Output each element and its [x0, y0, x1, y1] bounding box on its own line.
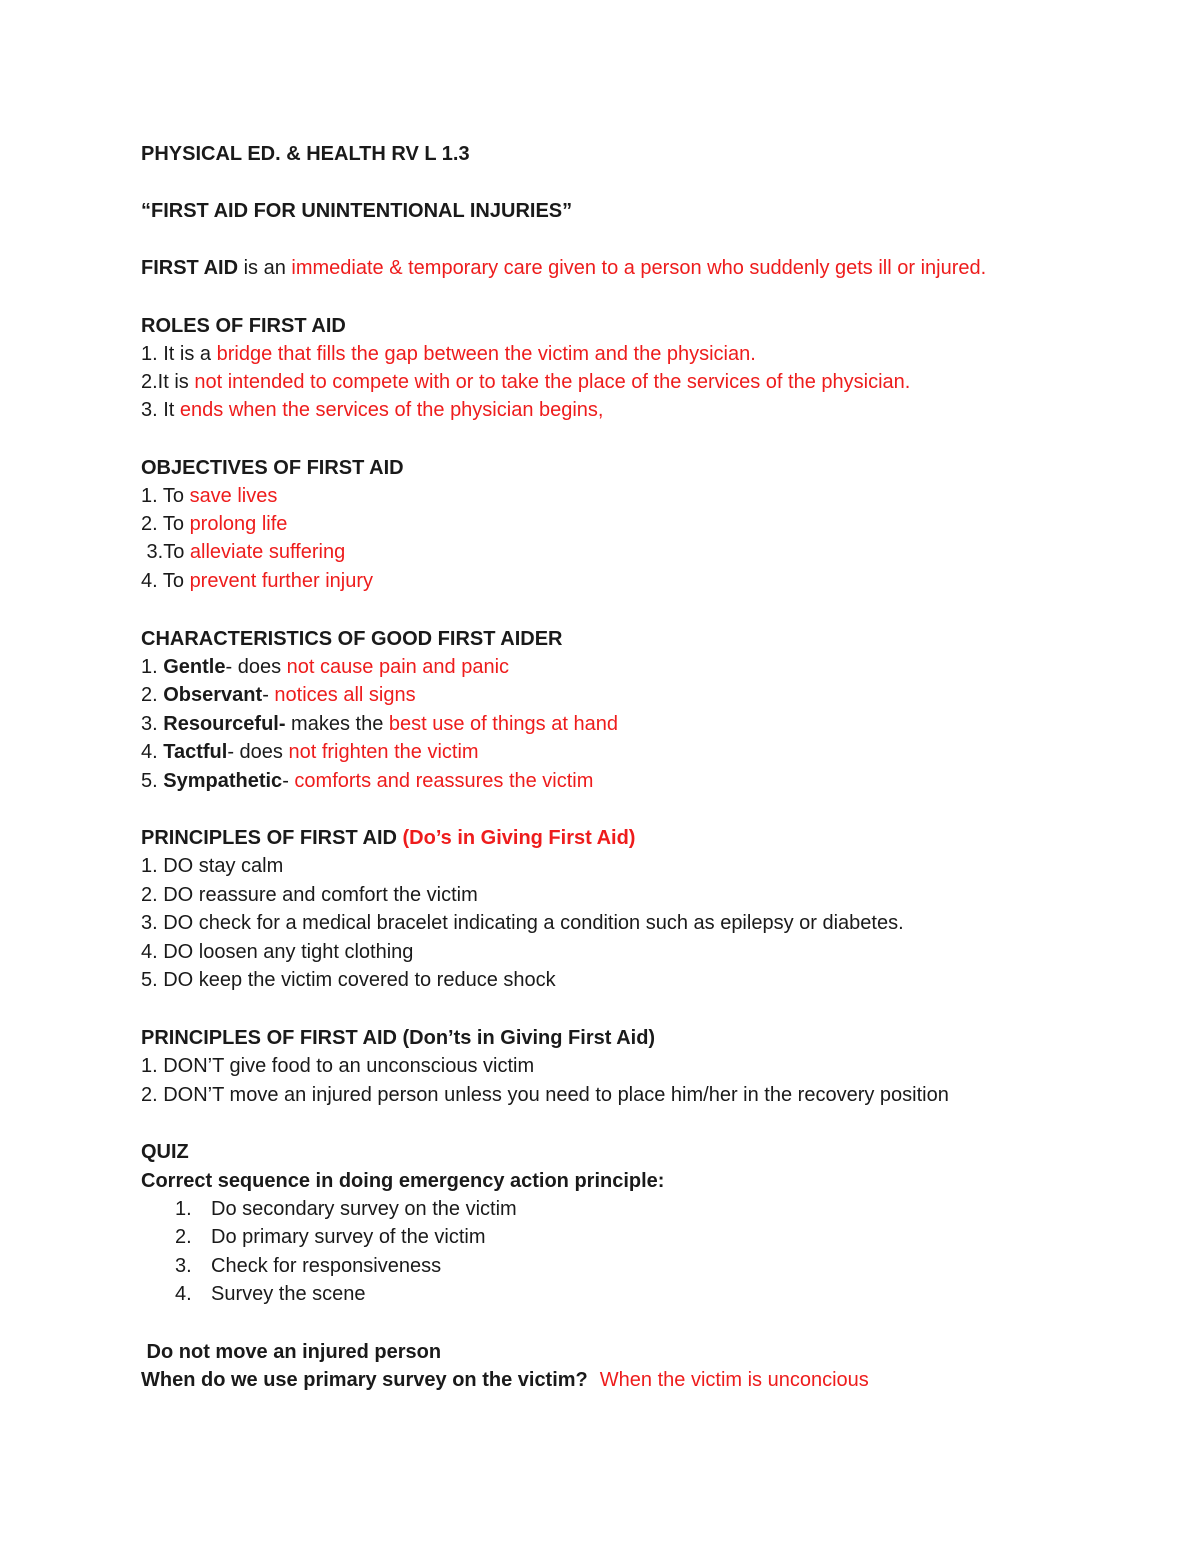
heading-highlight: (Do’s in Giving First Aid) — [402, 827, 636, 849]
item-prefix: 2.It is — [141, 371, 195, 393]
item-number: 1. — [175, 1198, 192, 1220]
item-term: Resourceful- — [163, 713, 286, 735]
definition-connector: is an — [238, 257, 292, 279]
item-number: 5. — [141, 770, 164, 792]
item-highlight: bridge that fills the gap between the victim and the physician. — [216, 343, 756, 365]
quiz-item — [175, 1196, 517, 1222]
characteristics-item — [141, 739, 479, 765]
donts-heading: PRINCIPLES OF FIRST AID (Don’ts in Giving First Aid) — [141, 1027, 656, 1049]
characteristics-heading: CHARACTERISTICS OF GOOD FIRST AIDER — [141, 628, 563, 650]
item-number: 3. — [141, 713, 164, 735]
item-number: 2. — [141, 684, 164, 706]
characteristics-item — [141, 768, 593, 794]
quiz-item — [175, 1281, 366, 1307]
question-text: When do we use primary survey on the victim? — [141, 1369, 588, 1391]
item-number: 1. — [141, 656, 164, 678]
item-highlight: notices all signs — [274, 684, 416, 706]
dos-item: 3. DO check for a medical bracelet indicating a condition such as epilepsy or diabetes. — [141, 912, 904, 934]
item-prefix: 2. To — [141, 513, 190, 535]
donts-item: 2. DON’T move an injured person unless you need to place him/her in the recovery position — [141, 1084, 949, 1106]
dos-item: 5. DO keep the victim covered to reduce shock — [141, 969, 556, 991]
quiz-item — [175, 1224, 486, 1250]
characteristics-item — [141, 654, 509, 680]
quiz-question: Correct sequence in doing emergency action principle: — [141, 1170, 665, 1192]
item-highlight: comforts and reassures the victim — [294, 770, 594, 792]
definition-meaning: immediate & temporary care given to a person who suddenly gets ill or injured. — [291, 257, 987, 279]
item-mid: - — [262, 684, 275, 706]
quiz-item — [175, 1253, 441, 1279]
roles-heading: ROLES OF FIRST AID — [141, 315, 346, 337]
heading-text: PRINCIPLES OF FIRST AID — [141, 827, 403, 849]
item-text: Check for responsiveness — [211, 1255, 442, 1277]
item-text: Do primary survey of the victim — [211, 1226, 486, 1248]
item-prefix: 1. It is a — [141, 343, 217, 365]
objectives-item — [141, 511, 287, 537]
dos-heading — [141, 825, 635, 851]
item-highlight: prevent further injury — [189, 570, 373, 592]
roles-item — [141, 369, 910, 395]
characteristics-item — [141, 682, 416, 708]
item-prefix: 3. It — [141, 399, 180, 421]
item-mid: - does — [227, 741, 289, 763]
quiz-question-two — [141, 1367, 869, 1393]
item-mid: - does — [225, 656, 287, 678]
item-highlight: not intended to compete with or to take the place of the services of the physician. — [194, 371, 911, 393]
objectives-item — [141, 539, 345, 565]
item-highlight: not frighten the victim — [288, 741, 479, 763]
characteristics-item — [141, 711, 618, 737]
objectives-heading: OBJECTIVES OF FIRST AID — [141, 457, 404, 479]
item-highlight: save lives — [189, 485, 278, 507]
item-number: 3. — [175, 1255, 192, 1277]
item-term: Sympathetic — [163, 770, 283, 792]
item-highlight: ends when the services of the physician begins, — [179, 399, 604, 421]
dos-item: 2. DO reassure and comfort the victim — [141, 884, 478, 906]
item-mid: - — [282, 770, 295, 792]
item-number: 4. — [175, 1283, 192, 1305]
quiz-heading: QUIZ — [141, 1141, 189, 1163]
roles-item — [141, 397, 604, 423]
item-highlight: alleviate suffering — [189, 541, 346, 563]
item-highlight: not cause pain and panic — [286, 656, 510, 678]
item-prefix: 4. To — [141, 570, 190, 592]
item-text: Survey the scene — [211, 1283, 366, 1305]
definition-line — [141, 255, 986, 281]
quiz-statement: Do not move an injured person — [141, 1341, 442, 1363]
donts-item: 1. DON’T give food to an unconscious victim — [141, 1055, 535, 1077]
item-text: Do secondary survey on the victim — [211, 1198, 517, 1220]
item-term: Gentle — [163, 656, 226, 678]
document-subtitle: “FIRST AID FOR UNINTENTIONAL INJURIES” — [141, 200, 573, 222]
dos-item: 4. DO loosen any tight clothing — [141, 941, 414, 963]
item-prefix: 1. To — [141, 485, 190, 507]
item-number: 2. — [175, 1226, 192, 1248]
definition-term: FIRST AID — [141, 257, 239, 279]
dos-item: 1. DO stay calm — [141, 855, 284, 877]
item-term: Observant — [163, 684, 263, 706]
item-highlight: prolong life — [189, 513, 288, 535]
item-term: Tactful — [163, 741, 228, 763]
item-mid: makes the — [285, 713, 389, 735]
item-number: 4. — [141, 741, 164, 763]
item-highlight: best use of things at hand — [388, 713, 618, 735]
document-title: PHYSICAL ED. & HEALTH RV L 1.3 — [141, 143, 470, 165]
objectives-item — [141, 483, 277, 509]
answer-text: When the victim is unconcious — [599, 1369, 869, 1391]
objectives-item — [141, 568, 373, 594]
roles-item — [141, 341, 756, 367]
item-prefix: 3.To — [141, 541, 190, 563]
